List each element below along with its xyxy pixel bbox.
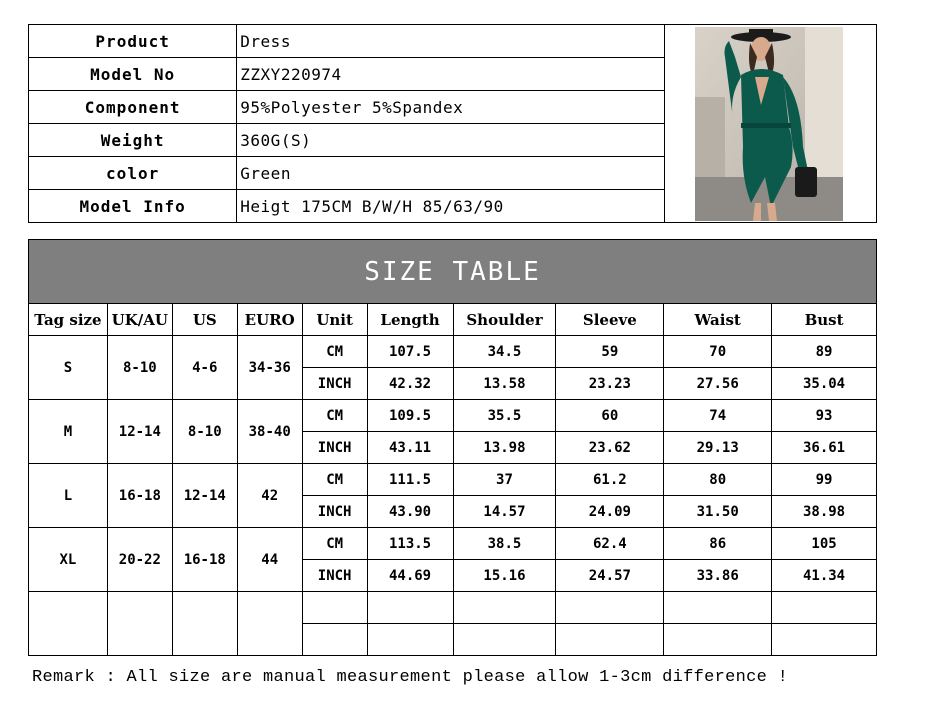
info-value: ZZXY220974 xyxy=(237,58,665,91)
shoulder-cell: 34.5 xyxy=(453,336,556,368)
empty-cell xyxy=(556,592,664,624)
euro-cell: 38-40 xyxy=(237,400,302,464)
shoulder-cell: 14.57 xyxy=(453,496,556,528)
sleeve-cell: 24.09 xyxy=(556,496,664,528)
info-label: Weight xyxy=(29,124,237,157)
length-cell: 113.5 xyxy=(367,528,453,560)
info-value: 360G(S) xyxy=(237,124,665,157)
sleeve-cell: 59 xyxy=(556,336,664,368)
unit-cell: CM xyxy=(302,336,367,368)
empty-cell xyxy=(772,592,877,624)
waist-cell: 86 xyxy=(664,528,772,560)
sleeve-cell: 60 xyxy=(556,400,664,432)
bust-cell: 38.98 xyxy=(772,496,877,528)
remark-note: Remark : All size are manual measurement please allow 1-3cm difference ! xyxy=(32,668,789,687)
table-row xyxy=(29,528,877,560)
bust-cell: 41.34 xyxy=(772,560,877,592)
empty-cell xyxy=(664,592,772,624)
column-header: Unit xyxy=(302,304,367,336)
size-table-header-row xyxy=(29,304,877,336)
table-row xyxy=(29,336,877,368)
tag-size-cell: XL xyxy=(29,528,108,592)
uk-au-cell: 8-10 xyxy=(107,336,172,400)
empty-cell xyxy=(772,624,877,656)
column-header: Sleeve xyxy=(556,304,664,336)
table-row xyxy=(29,400,877,432)
empty-cell xyxy=(453,624,556,656)
empty-cell xyxy=(453,592,556,624)
info-value: Dress xyxy=(237,25,665,58)
length-cell: 111.5 xyxy=(367,464,453,496)
bust-cell: 89 xyxy=(772,336,877,368)
empty-cell xyxy=(367,592,453,624)
info-label: color xyxy=(29,157,237,190)
bust-cell: 105 xyxy=(772,528,877,560)
us-cell: 8-10 xyxy=(172,400,237,464)
info-value: Heigt 175CM B/W/H 85/63/90 xyxy=(237,190,665,223)
column-header: US xyxy=(172,304,237,336)
unit-cell: CM xyxy=(302,464,367,496)
table-row xyxy=(29,464,877,496)
info-row-product xyxy=(29,25,877,58)
info-value: Green xyxy=(237,157,665,190)
info-value: 95%Polyester 5%Spandex xyxy=(237,91,665,124)
unit-cell: INCH xyxy=(302,432,367,464)
sleeve-cell: 62.4 xyxy=(556,528,664,560)
info-label: Model Info xyxy=(29,190,237,223)
column-header: UK/AU xyxy=(107,304,172,336)
column-header: EURO xyxy=(237,304,302,336)
info-label: Component xyxy=(29,91,237,124)
us-cell: 12-14 xyxy=(172,464,237,528)
length-cell: 107.5 xyxy=(367,336,453,368)
shoulder-cell: 13.58 xyxy=(453,368,556,400)
uk-au-cell: 12-14 xyxy=(107,400,172,464)
waist-cell: 27.56 xyxy=(664,368,772,400)
column-header: Tag size xyxy=(29,304,108,336)
bust-cell: 35.04 xyxy=(772,368,877,400)
empty-cell xyxy=(664,624,772,656)
euro-cell: 42 xyxy=(237,464,302,528)
tag-size-cell: S xyxy=(29,336,108,400)
bust-cell: 36.61 xyxy=(772,432,877,464)
uk-au-cell: 20-22 xyxy=(107,528,172,592)
waist-cell: 74 xyxy=(664,400,772,432)
us-cell: 16-18 xyxy=(172,528,237,592)
waist-cell: 70 xyxy=(664,336,772,368)
euro-cell: 44 xyxy=(237,528,302,592)
uk-au-cell: 16-18 xyxy=(107,464,172,528)
waist-cell: 33.86 xyxy=(664,560,772,592)
length-cell: 42.32 xyxy=(367,368,453,400)
waist-cell: 31.50 xyxy=(664,496,772,528)
empty-cell xyxy=(302,624,367,656)
shoulder-cell: 13.98 xyxy=(453,432,556,464)
empty-cell xyxy=(107,592,172,656)
shoulder-cell: 38.5 xyxy=(453,528,556,560)
unit-cell: INCH xyxy=(302,560,367,592)
empty-cell xyxy=(29,592,108,656)
waist-cell: 80 xyxy=(664,464,772,496)
length-cell: 109.5 xyxy=(367,400,453,432)
bust-cell: 93 xyxy=(772,400,877,432)
shoulder-cell: 35.5 xyxy=(453,400,556,432)
empty-cell xyxy=(237,592,302,656)
euro-cell: 34-36 xyxy=(237,336,302,400)
empty-cell xyxy=(367,624,453,656)
product-photo-cell xyxy=(665,25,877,223)
sleeve-cell: 61.2 xyxy=(556,464,664,496)
shoulder-cell: 37 xyxy=(453,464,556,496)
sleeve-cell: 23.62 xyxy=(556,432,664,464)
empty-cell xyxy=(302,592,367,624)
length-cell: 43.11 xyxy=(367,432,453,464)
unit-cell: CM xyxy=(302,528,367,560)
shoulder-cell: 15.16 xyxy=(453,560,556,592)
column-header: Waist xyxy=(664,304,772,336)
us-cell: 4-6 xyxy=(172,336,237,400)
size-table-title: SIZE TABLE xyxy=(29,240,877,304)
column-header: Shoulder xyxy=(453,304,556,336)
tag-size-cell: M xyxy=(29,400,108,464)
info-label: Model No xyxy=(29,58,237,91)
empty-cell xyxy=(172,592,237,656)
info-label: Product xyxy=(29,25,237,58)
waist-cell: 29.13 xyxy=(664,432,772,464)
length-cell: 43.90 xyxy=(367,496,453,528)
unit-cell: CM xyxy=(302,400,367,432)
empty-cell xyxy=(556,624,664,656)
tag-size-cell: L xyxy=(29,464,108,528)
model-photo-icon xyxy=(695,27,843,221)
column-header: Length xyxy=(367,304,453,336)
unit-cell: INCH xyxy=(302,368,367,400)
column-header: Bust xyxy=(772,304,877,336)
sleeve-cell: 24.57 xyxy=(556,560,664,592)
product-info-table xyxy=(28,24,877,223)
bust-cell: 99 xyxy=(772,464,877,496)
length-cell: 44.69 xyxy=(367,560,453,592)
empty-row xyxy=(29,592,877,624)
sleeve-cell: 23.23 xyxy=(556,368,664,400)
unit-cell: INCH xyxy=(302,496,367,528)
size-table xyxy=(28,239,877,656)
